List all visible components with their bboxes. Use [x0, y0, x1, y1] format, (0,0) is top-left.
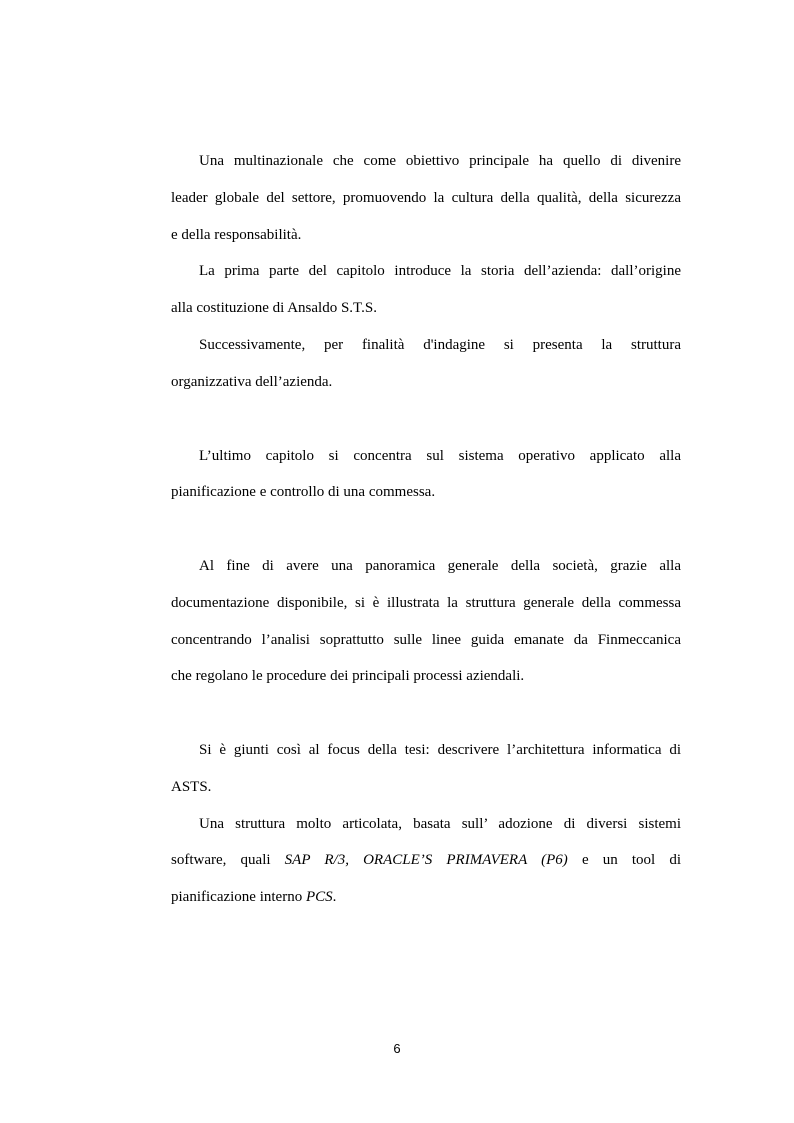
paragraph-3-line-2: organizzativa dell’azienda. — [171, 374, 333, 390]
paragraph-1-line-1: Una multinazionale che come obiettivo principale ha quello di divenire — [199, 153, 681, 169]
paragraph-2-line-1: La prima parte del capitolo introduce la storia dell’azienda: dall’origine — [199, 263, 681, 279]
paragraph-7-line-2-suffix: e un tool di — [581, 852, 682, 868]
paragraph-7-line-1: Una struttura molto articolata, basata sull’ adozione di diversi sistemi — [199, 816, 681, 832]
paragraph-5-line-1: Al fine di avere una panoramica generale della società, grazie alla — [199, 558, 681, 574]
paragraph-2-line-2: alla costituzione di Ansaldo S.T.S. — [171, 300, 377, 316]
paragraph-3-line-1: Successivamente, per finalità d'indagine si presenta la struttura — [199, 337, 681, 353]
paragraph-1-line-3: e della responsabilità. — [171, 227, 302, 243]
paragraph-7-line-3 — [171, 887, 681, 907]
paragraph-4-line-2: pianificazione e controllo di una commessa. — [171, 484, 436, 500]
paragraph-7-line-2 — [171, 850, 681, 870]
paragraph-7-line-3-prefix: pianificazione interno — [171, 889, 303, 905]
paragraph-7-line-2-italic: SAP R/3, ORACLE’S PRIMAVERA (P6) — [284, 852, 568, 868]
paragraph-7-line-3-suffix: . — [332, 889, 337, 905]
paragraph-7-line-3-italic: PCS — [305, 889, 333, 905]
page-number: 6 — [393, 1041, 401, 1056]
paragraph-4-line-1: L’ultimo capitolo si concentra sul sistema operativo applicato alla — [199, 448, 681, 464]
paragraph-6-line-1: Si è giunti così al focus della tesi: descrivere l’architettura informatica di — [199, 742, 681, 758]
paragraph-5-line-3: concentrando l’analisi soprattutto sulle linee guida emanate da Finmeccanica — [171, 632, 681, 648]
paragraph-5-line-4: che regolano le procedure dei principali processi aziendali. — [171, 668, 525, 684]
paragraph-6-line-2: ASTS. — [171, 779, 212, 795]
paragraph-7-line-2-prefix: software, quali — [171, 852, 271, 868]
paragraph-5-line-2: documentazione disponibile, si è illustrata la struttura generale della commessa — [171, 595, 681, 611]
paragraph-1-line-2: leader globale del settore, promuovendo la cultura della qualità, della sicurezza — [171, 190, 681, 206]
